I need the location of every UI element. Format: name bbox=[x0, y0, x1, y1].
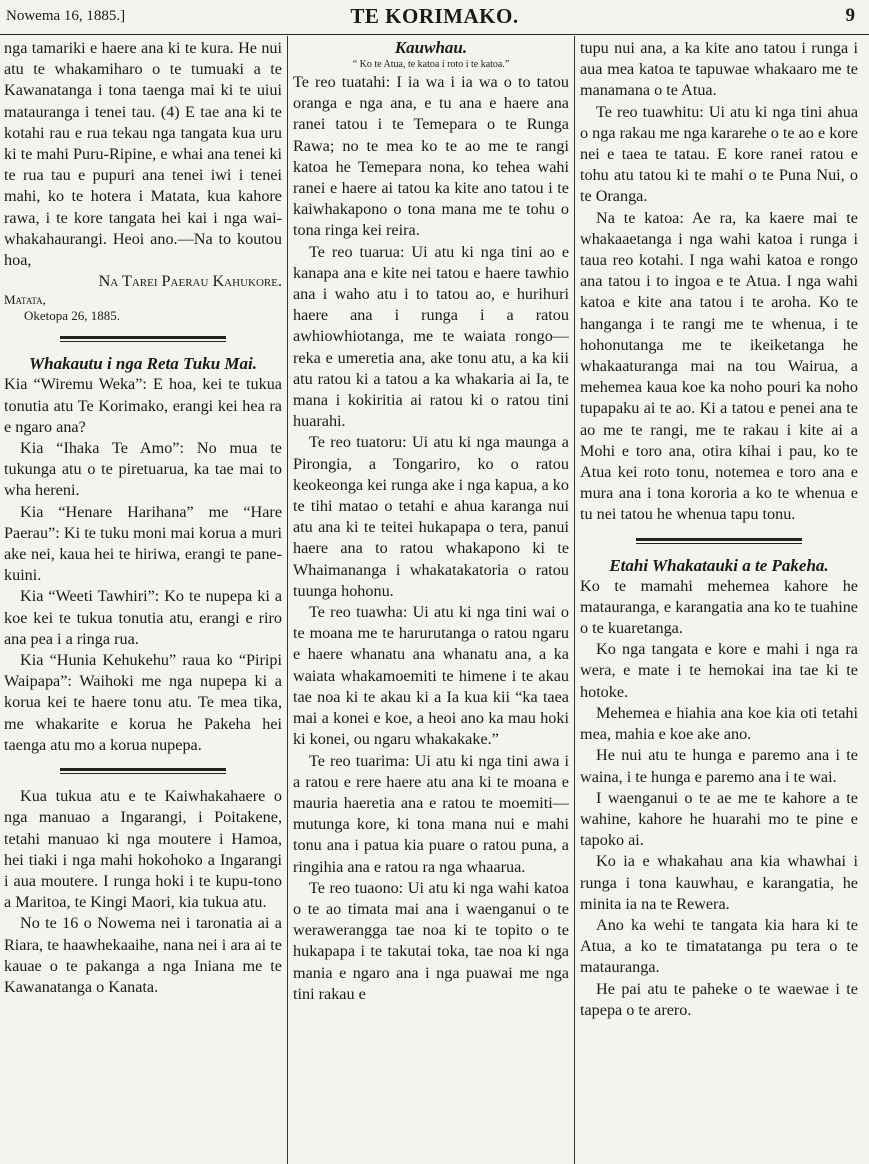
sermon-paragraph: tupu nui ana, a ka kite ano tatou i runga i aua mea katoa te tapuwae whakaaro me te manamana o te Atua. bbox=[580, 39, 858, 100]
reply-paragraph: Kia “Henare Harihana” me “Hare Paerau”: Ki te tuku moni mai korua a muri ake nei, kaua hei te hiriwa, erangi te pane-kuini. bbox=[4, 502, 282, 585]
reply-paragraph: Kia “Hunia Kehukehu” raua ko “Piripi Waipapa”: Waihoki me nga nupepa ki a korua kei te haere tonu atu. Te mea tika, me whakarite e korua he Pakeha hei taenga atu mo a korua nupepa. bbox=[4, 651, 282, 754]
page-number: 9 bbox=[845, 5, 855, 26]
column-rule-1 bbox=[287, 36, 288, 1164]
sermon-motto: “ Ko te Atua, te katoa i roto i te katoa.” bbox=[352, 59, 510, 70]
sermon-paragraph: Te reo tuatoru: Ui atu ki nga maunga a Pirongia, a Tongariro, ko o ratou keokeonga kei runga ake i nga kapua, a ko te tihi matao o tetahi e ahua karanga nui atu ana ki te teitei hukapapa o tera, panui haere ana to ratou whakapono ki te Whaimananga i whakatakatoria o ratou tuunga hohonu. bbox=[293, 433, 569, 600]
proverb: Ko te mamahi mehemea kahore he matauranga, e karangatia ana ko te tuahine o te kuaretanga. bbox=[580, 576, 858, 638]
sermon-paragraph: Na te katoa: Ae ra, ka kaere mai te whakaaetanga i nga wahi katoa i runga i taua reo kotahi. I nga wahi katoa e rongo ana tatou i to ingoa e te Atua. I nga wahi katoa e kite ana tatou i te aroha. Ko te hanganga i te rangi me te whenua, i te hohonutanga me te ikeiketanga he whakaaturanga mai na tou Wairua, a mehemea kaua koe ka noho pouri ka noho tupapaku ai te ao. Ki a tatou e penei ana te ao me te rangi, me te rakau i kite ai a Mohi e toro ana, otira kihai i pau, ko te Atua kei roto tonu, notemea e toro ana e mura ana i tona kororia a ko te whenua e tu nei tatou he whenua tapu tonu. bbox=[580, 208, 858, 524]
sermon-paragraph: Te reo tuawhitu: Ui atu ki nga tini ahua o nga rakau me nga kararehe o te ao e kore nei e taea te tatau. E kore ranei ratou e tohu atu tatou ki te mahi o te Puna Nui, o te Oranga. bbox=[580, 102, 858, 206]
reply-paragraph: Kia “Wiremu Weka”: E hoa, kei te tukua tonutia atu Te Korimako, erangi kei hea ra e ngaro ana? bbox=[4, 375, 282, 436]
proverb: Ano ka wehi te tangata kia hara ki te Atua, a ko te timatatanga pu tera o te matauranga. bbox=[580, 915, 858, 977]
proverbs-heading: Etahi Whakatauki a te Pakeha. bbox=[609, 555, 829, 575]
news-paragraph: Kua tukua atu e te Kaiwhakahaere o nga manuao a Ingarangi, i Poitakene, tetahi manuao ki nga moutere i Hamoa, hei tiaki i nga mahi hokohoko a Ingarangi i aua moutere. I runga hoki i te kupu-tono a Maritoa, te Kingi Maori, kia tukua atu. bbox=[4, 787, 282, 912]
reply-paragraph: Kia “Ihaka Te Amo”: No mua te tukunga atu o te piretuarua, ka tae mai to wha hereni. bbox=[4, 439, 282, 500]
news-paragraph: No te 16 o Nowema nei i taronatia ai a Riara, te haawhekaaihe, nana nei i ara ai te kauae o te pakanga a nga Iniana me te Kawanatanga o Kanata. bbox=[4, 914, 282, 996]
sermon-paragraph: Te reo tuaono: Ui atu ki nga wahi katoa o te ao timata mai ana i waenganui o te werawerangga tae noa ki te topito o te hukapapa i te takutai toka, tae noa ki nga mania e ngaro ana i nga puawai me nga tini rakau e bbox=[293, 878, 569, 1003]
proverb: He nui atu te hunga e paremo ana i te waina, i te hunga e paremo ana i te wai. bbox=[580, 746, 858, 786]
letter-body: nga tamariki e haere ana ki te kura. He nui atu te whakamiharo o te tumuaki a te Kawanatanga i tona taenga mai ki te uiui matauranga i tenei tau. (4) E tae ana ki te kotahi rau e rua tekau nga tangata kua uru ki te mahi Puru-Ripine, e whai ana tenei ki te rua tau e pupuri ana tenei iwi i tenei mahi, ko te hotera i Matata, kua kahore rawa, i te kore tangata hei kai i nga wai-whakahaurangi. Heoi ano.—Na to koutou hoa, bbox=[4, 39, 282, 270]
section-divider bbox=[60, 768, 227, 774]
proverb: Ko nga tangata e kore e mahi i nga ra wera, e mate i te hemokai ina tae ki te hotoke. bbox=[580, 640, 858, 701]
letter-date: Oketopa 26, 1885. bbox=[24, 308, 121, 324]
page-header bbox=[0, 0, 869, 35]
letter-signature: Na Tarei Paerau Kahukore. bbox=[98, 272, 282, 291]
header-date: Nowema 16, 1885.] bbox=[6, 8, 126, 24]
masthead-title: TE KORIMAKO. bbox=[350, 4, 519, 28]
sermon-paragraph: Te reo tuarima: Ui atu ki nga tini awa i a ratou e rere haere atu ana ki te moana e mauria haeretia ana e ratou te moemiti—mutunga kore, ki tona mana nui e mahi tonu ana i patua kia puare o ratou puna, a ringihia ana e ratou ra nga whaarua. bbox=[293, 751, 569, 876]
proverb: He pai atu te paheke o te waewae i te tapepa o te arero. bbox=[580, 979, 858, 1019]
letter-place: Matata, bbox=[4, 292, 46, 308]
column-rule-2 bbox=[574, 36, 575, 1164]
reply-paragraph: Kia “Weeti Tawhiri”: Ko te nupepa ki a koe kei te tukua tonutia atu, erangi e riro ana pea i a ringa rua. bbox=[4, 587, 282, 648]
proverb: Mehemea e hiahia ana koe kia oti tetahi mea, mahia e koe ake ano. bbox=[580, 703, 858, 744]
letter-dateline bbox=[4, 292, 282, 324]
sermon-paragraph: Te reo tuatahi: I ia wa i ia wa o to tatou oranga e nga ana, e tu ana e haere ana ranei tatou i te Temepara o te Runga Rawa; no te mea ko te ao me te rangi katoa he Temepara nona, ko tehea wahi ranei e haere ai tatou ka kite ano tatou i te kaiwhakapono o tona mana me te tohu o tona ringa kei reira. bbox=[293, 73, 569, 240]
sermon-paragraph: Te reo tuarua: Ui atu ki nga tini ao e kanapa ana e kite nei tatou e haere tawhio ana i waho atu i to tatou ao, e hurihuri haere ana i runga i a ratou awhiowhiotanga, me te waiata rongo—reka e umeretia ana, ake tonu atu, a ka kii atu ratou ki a tatou a ka whakaria ai Ia, te mana i kokiritia ai ratou ki o ratou tini huarahi. bbox=[293, 242, 569, 431]
proverb: I waenganui o te ae me te kahore a te wahine, kahore he huarahi mo te pine e tapoko ai. bbox=[580, 788, 858, 850]
replies-heading: Whakautu i nga Reta Tuku Mai. bbox=[29, 354, 257, 374]
column-3 bbox=[580, 38, 858, 1021]
column-2 bbox=[293, 38, 569, 1005]
section-divider bbox=[636, 538, 803, 544]
column-1 bbox=[4, 38, 282, 998]
section-divider bbox=[60, 336, 227, 342]
sermon-heading: Kauwhau. bbox=[394, 38, 468, 57]
sermon-paragraph: Te reo tuawha: Ui atu ki nga tini wai o te moana me te harurutanga o ratou ngaru e haere whanatu ana whanatu ana, a ka waiata whakamoemiti te himene i te akau tae noa ki te akau ki a Ia kua kii “ka taea mai a konei e koe, a heoi ano ka mau hoki ki konei, ou ngaru whakakake.” bbox=[293, 603, 569, 749]
proverb: Ko ia e whakahau ana kia whawhai i runga i tona kauwhau, e karangatia, he minita ia na te Rewera. bbox=[580, 852, 858, 913]
